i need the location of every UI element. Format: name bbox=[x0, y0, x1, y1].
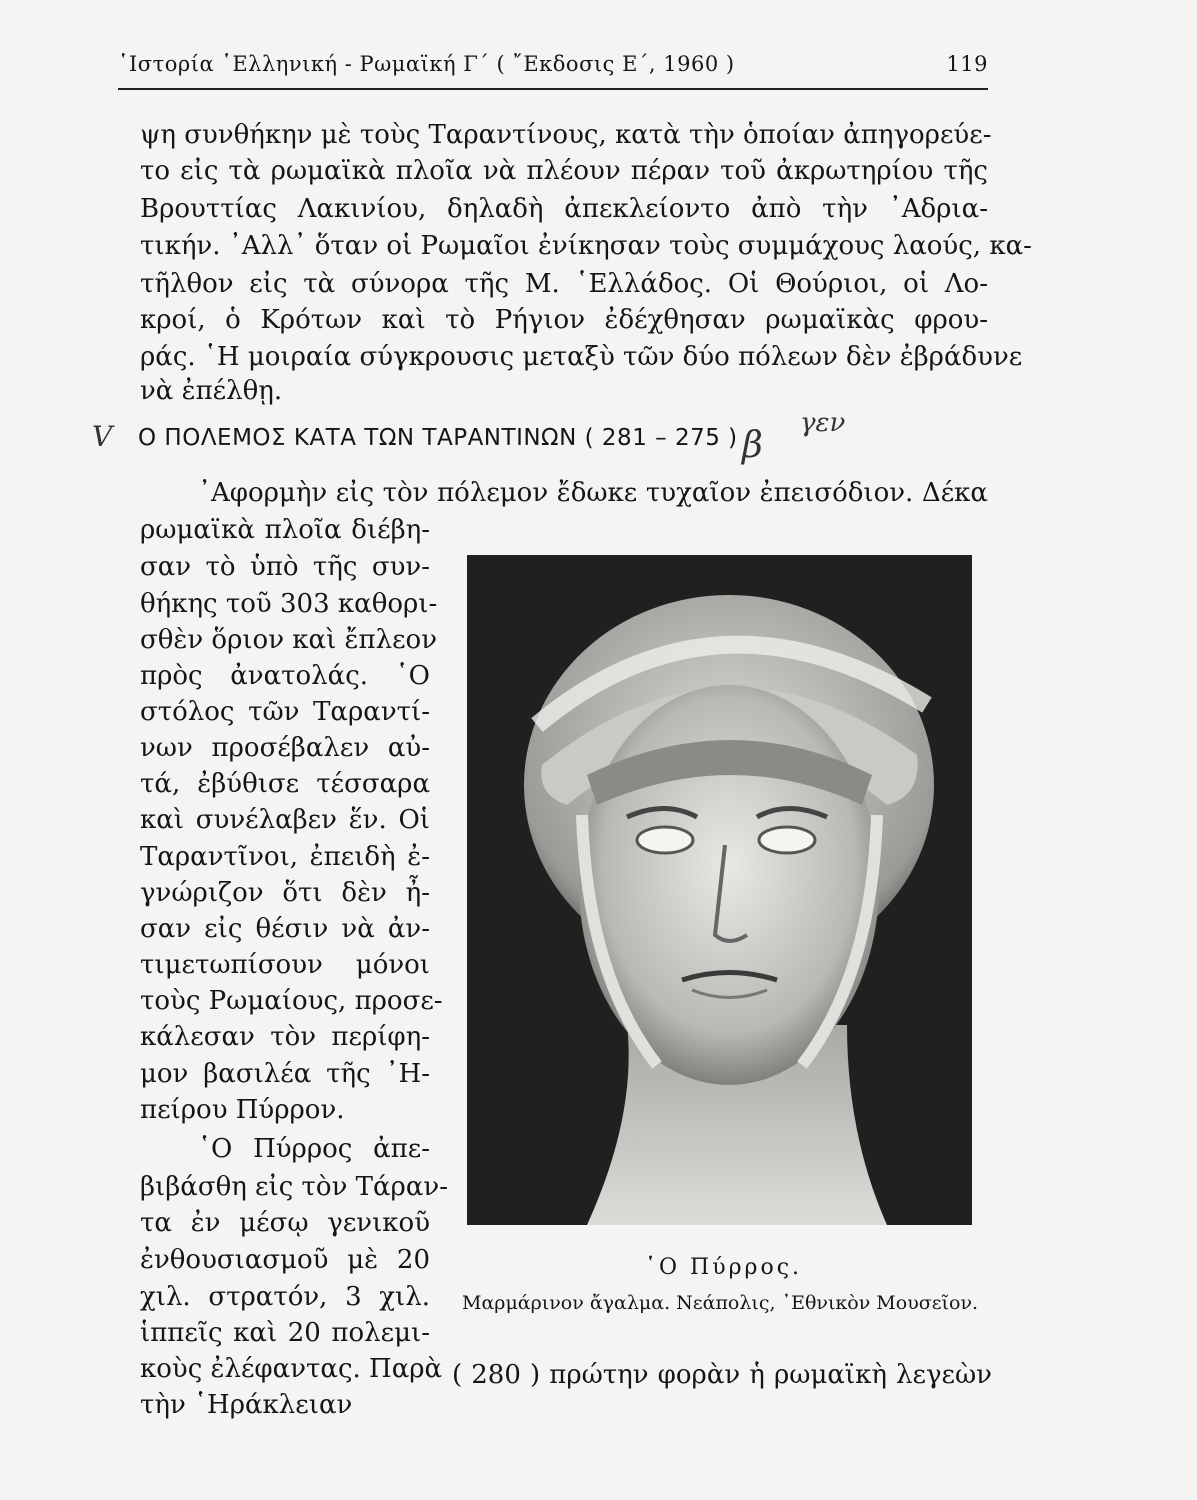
column-line: τα ἐν μέσῳ γενικοῦ bbox=[140, 1208, 430, 1238]
column-line: νων προσέβαλεν αὐ- bbox=[140, 733, 430, 763]
column-line: Ταραντῖνοι, ἐπειδὴ ἐ- bbox=[140, 842, 430, 872]
section-title: Ο ΠΟΛΕΜΟΣ ΚΑΤΑ ΤΩΝ ΤΑΡΑΝΤΙΝΩΝ ( 281 – 275 ) bbox=[138, 425, 738, 451]
column-line: κοὺς ἐλέφαντας. Παρὰ bbox=[140, 1354, 443, 1384]
column-line: καὶ συνέλαβεν ἕν. Οἱ bbox=[140, 805, 430, 835]
column-line: θήκης τοῦ 303 καθορι- bbox=[140, 589, 438, 619]
page-number: 119 bbox=[946, 52, 988, 76]
handwritten-note: γεν bbox=[800, 408, 846, 438]
header-title: ῾Ιστορία ῾Ελληνική - Ρωμαϊκή Γ΄ ( ῎Εκδοσις Ε΄, 1960 ) bbox=[118, 52, 735, 76]
column-line: τιμετωπίσουν μόνοι bbox=[140, 950, 430, 980]
text-line: ράς. ῾Η μοιραία σύγκρουσις μεταξὺ τῶν δύο πόλεων δὲν ἐβράδυνε bbox=[140, 342, 1023, 372]
handwritten-note-b: β bbox=[742, 425, 763, 466]
text-line: τικήν. ᾽Αλλ᾽ ὅταν οἱ Ρωμαῖοι ἐνίκησαν τοὺς συμμάχους λαούς, κα- bbox=[140, 231, 1032, 261]
text-line: ψη συνθήκην μὲ τοὺς Ταραντίνους, κατὰ τὴν ὁποίαν ἀπηγορεύε- bbox=[140, 120, 992, 150]
bottom-text-line: ( 280 ) πρώτην φορὰν ἡ ρωμαϊκὴ λεγεὼν bbox=[452, 1360, 992, 1390]
column-line: ρωμαϊκὰ πλοῖα διέβη- bbox=[140, 515, 430, 545]
column-line: τά, ἐβύθισε τέσσαρα bbox=[140, 769, 430, 799]
text-line: κροί, ὁ Κρότων καὶ τὸ Ρήγιον ἐδέχθησαν ρωμαϊκὰς φρου- bbox=[140, 305, 988, 335]
text-line: τῆλθον εἰς τὰ σύνορα τῆς Μ. ῾Ελλάδος. Οἱ Θούριοι, οἱ Λο- bbox=[140, 269, 988, 299]
header-rule bbox=[118, 88, 988, 90]
column-line: στόλος τῶν Ταραντί- bbox=[140, 697, 430, 727]
column-line: χιλ. στρατόν, 3 χιλ. bbox=[140, 1282, 430, 1312]
column-line: ῾Ο Πύρρος ἀπε- bbox=[198, 1134, 430, 1164]
column-line: βιβάσθη εἰς τὸν Τάραν- bbox=[140, 1172, 448, 1202]
column-line: κάλεσαν τὸν περίφη- bbox=[140, 1022, 430, 1052]
column-line: ἐνθουσιασμοῦ μὲ 20 bbox=[140, 1245, 430, 1275]
text-line: νὰ ἐπέλθῃ. bbox=[140, 376, 283, 406]
column-line: ἱππεῖς καὶ 20 πολεμι- bbox=[140, 1318, 430, 1348]
column-line: τοὺς Ρωμαίους, προσε- bbox=[140, 986, 443, 1016]
column-line: τὴν ῾Ηράκλειαν bbox=[140, 1390, 353, 1420]
text-line: Βρουττίας Λακινίου, δηλαδὴ ἀπεκλείοντο ἀπὸ τὴν ᾽Αδρια- bbox=[140, 194, 988, 224]
pyrrhus-bust-photo bbox=[467, 555, 972, 1225]
figure-caption-title: ῾Ο Πύρρος. bbox=[645, 1255, 803, 1280]
text-line: το εἰς τὰ ρωμαϊκὰ πλοῖα νὰ πλέουν πέραν τοῦ ἀκρωτηρίου τῆς bbox=[140, 156, 988, 186]
column-line: σθὲν ὅριον καὶ ἔπλεον bbox=[140, 625, 437, 655]
column-line: σαν εἰς θέσιν νὰ ἀν- bbox=[140, 914, 430, 944]
intro-line: ᾽Αφορμὴν εἰς τὸν πόλεμον ἔδωκε τυχαῖον ἐπεισόδιον. Δέκα bbox=[198, 478, 988, 508]
column-line: γνώριζον ὅτι δὲν ἦ- bbox=[140, 878, 430, 908]
column-line: μον βασιλέα τῆς ᾽Η- bbox=[140, 1059, 430, 1089]
bust-illustration bbox=[467, 555, 972, 1225]
column-line: πείρου Πύρρον. bbox=[140, 1095, 345, 1125]
figure-caption-subtitle: Μαρμάρινον ἄγαλμα. Νεάπολις, ᾽Εθνικὸν Μουσεῖον. bbox=[462, 1292, 979, 1314]
column-line: σαν τὸ ὑπὸ τῆς συν- bbox=[140, 552, 430, 582]
column-line: πρὸς ἀνατολάς. ῾Ο bbox=[140, 661, 430, 691]
check-mark: V bbox=[92, 420, 113, 453]
